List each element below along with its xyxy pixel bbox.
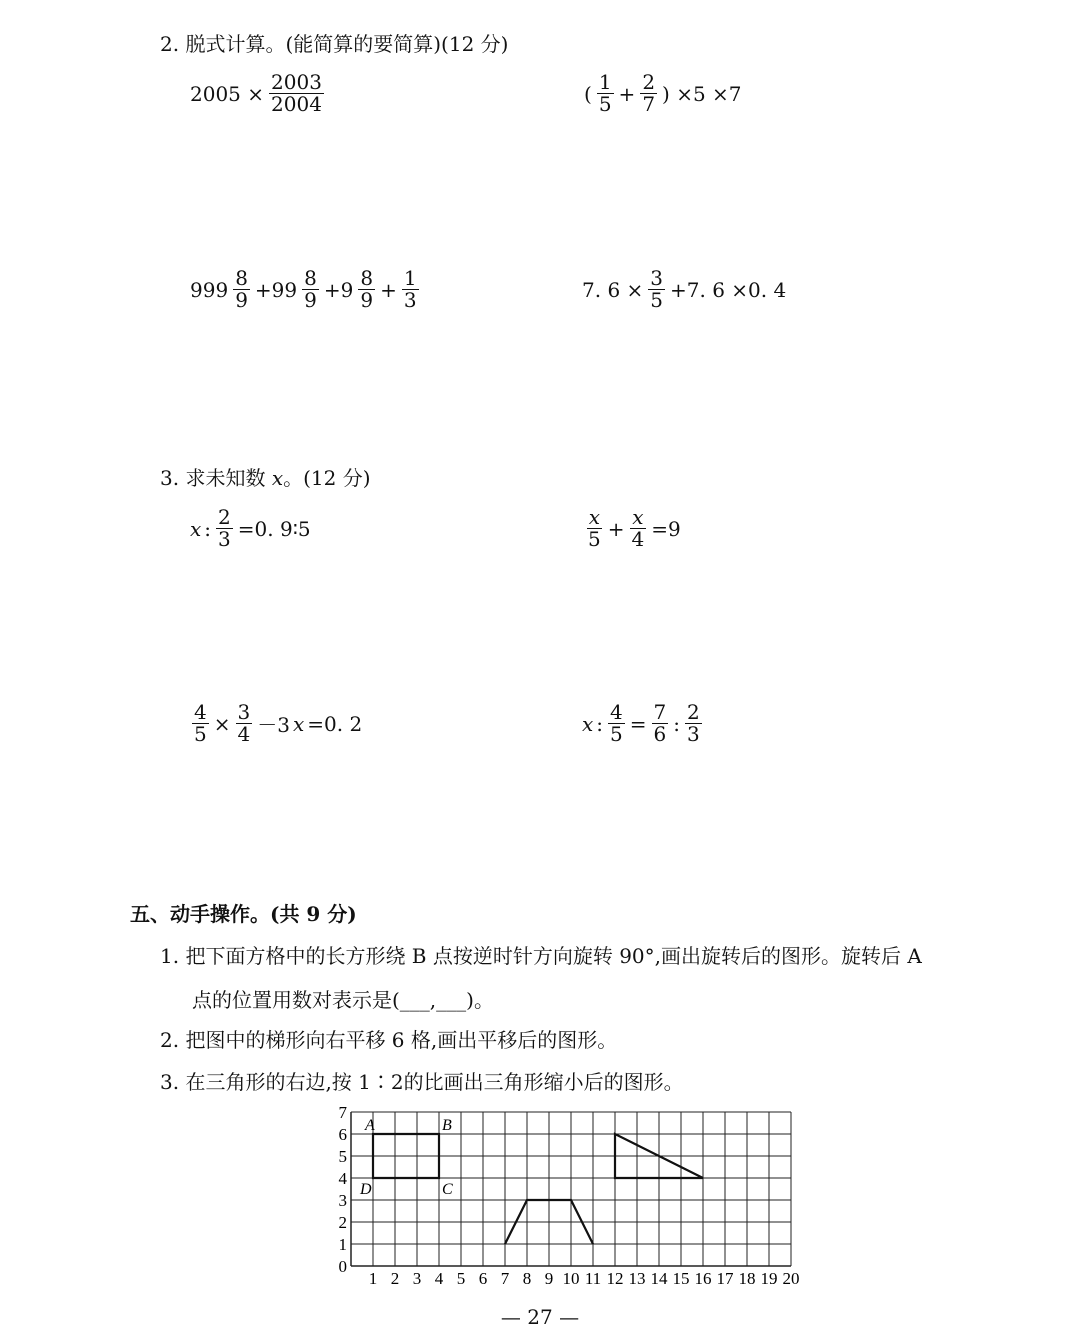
denominator: 7 — [642, 92, 656, 116]
numerator: 3 — [650, 266, 664, 290]
numerator: 2003 — [271, 70, 322, 94]
x-axis-label: 19 — [760, 1269, 778, 1288]
fraction — [358, 268, 375, 311]
q3-expr-3 — [190, 702, 362, 745]
fraction — [685, 702, 702, 745]
x-axis-label: 10 — [562, 1269, 580, 1288]
y-axis-label: 5 — [338, 1147, 347, 1166]
section-5-item-1-line-2: 点的位置用数对表示是(___,___)。 — [192, 988, 494, 1012]
section-5-title: 五、动手操作。(共 9 分) — [130, 902, 357, 926]
x-axis-label: 2 — [390, 1269, 400, 1288]
x-axis-label: 12 — [606, 1269, 624, 1288]
q3-expr-2 — [584, 507, 681, 550]
title-text: 。(12 分) — [283, 466, 371, 490]
y-axis-label: 3 — [338, 1191, 347, 1210]
numerator: 3 — [237, 700, 251, 724]
numerator: x — [632, 505, 644, 529]
q3-expr-4 — [582, 702, 704, 745]
fraction — [269, 72, 324, 115]
numerator: 1 — [403, 266, 417, 290]
denominator: 5 — [610, 722, 623, 746]
expr-text: 7. 6 × — [582, 277, 644, 302]
vertex-label-b: B — [442, 1117, 452, 1134]
x-axis-label: 15 — [672, 1269, 690, 1288]
vertex-label-d: D — [360, 1181, 372, 1198]
denominator: 9 — [235, 288, 248, 312]
x-axis-label: 1 — [368, 1269, 378, 1288]
numerator: 7 — [653, 700, 667, 724]
denominator: 5 — [588, 527, 601, 551]
expr-text: × — [213, 711, 231, 736]
q2-expr-2 — [584, 72, 742, 115]
fraction — [233, 268, 250, 311]
x-axis-label: 18 — [738, 1269, 756, 1288]
x-axis-label: 16 — [694, 1269, 712, 1288]
fraction — [586, 507, 603, 550]
fraction — [597, 72, 614, 115]
x-axis-label: 11 — [584, 1269, 602, 1288]
denominator: 5 — [650, 288, 664, 312]
vertex-label-c: C — [442, 1181, 453, 1198]
x-axis-label: 9 — [544, 1269, 554, 1288]
fraction — [630, 507, 647, 550]
denominator: 5 — [194, 722, 207, 746]
numerator: 2 — [642, 70, 656, 94]
x-axis-label: 8 — [522, 1269, 532, 1288]
x-axis-label: 6 — [478, 1269, 488, 1288]
numerator: 2 — [218, 505, 231, 529]
fraction — [652, 702, 669, 745]
numerator: x — [588, 505, 600, 529]
section-5-item-3: 3. 在三角形的右边,按 1∶2的比画出三角形缩小后的图形。 — [160, 1070, 684, 1094]
expr-text: = — [629, 711, 647, 736]
section-5-item-1-line-1: 1. 把下面方格中的长方形绕 B 点按逆时针方向旋转 90°,画出旋转后的图形。旋转后 A — [160, 944, 922, 968]
fraction — [640, 72, 657, 115]
expr-text: : — [596, 711, 604, 736]
y-axis-label: 1 — [338, 1235, 347, 1254]
expr-text: +7. 6 ×0. 4 — [670, 277, 787, 302]
expr-text: ) ×5 ×7 — [662, 81, 742, 106]
y-axis-label: 2 — [338, 1213, 347, 1232]
fraction — [402, 268, 419, 311]
expr-text: －3 — [257, 713, 290, 737]
numerator: 2 — [687, 700, 700, 724]
denominator: 2004 — [271, 92, 322, 116]
x-axis-label: 13 — [628, 1269, 646, 1288]
q2-expr-1 — [190, 72, 326, 115]
expr-text: : — [673, 711, 681, 736]
x-axis-label: 7 — [500, 1269, 510, 1288]
denominator: 3 — [403, 288, 417, 312]
q3-title — [160, 462, 371, 491]
x-axis-label: 3 — [412, 1269, 422, 1288]
variable-x: x — [292, 711, 305, 736]
y-axis-label: 0 — [338, 1257, 347, 1276]
expr-text: + — [618, 81, 636, 106]
expr-text: 2005 × — [190, 81, 265, 106]
fraction — [608, 702, 625, 745]
coordinate-grid — [320, 1100, 820, 1300]
numerator: 4 — [194, 700, 207, 724]
denominator: 3 — [687, 722, 700, 746]
variable-x: x — [271, 466, 284, 490]
expr-text: =9 — [651, 516, 681, 541]
x-axis-label: 14 — [650, 1269, 668, 1288]
expr-text: + — [607, 516, 625, 541]
expr-text: 999 — [190, 277, 229, 302]
numerator: 8 — [360, 266, 374, 290]
numerator: 8 — [235, 266, 248, 290]
title-text: 3. 求未知数 — [160, 466, 266, 490]
vertex-label-a: A — [365, 1117, 375, 1134]
expr-text: + — [380, 277, 397, 302]
expr-text: ( — [584, 81, 592, 106]
q3-expr-1 — [190, 507, 311, 550]
page-number: — 27 — — [500, 1305, 580, 1329]
x-axis-label: 20 — [782, 1269, 800, 1288]
fraction — [236, 702, 253, 745]
denominator: 3 — [218, 527, 231, 551]
x-axis-label: 17 — [716, 1269, 734, 1288]
y-axis-label: 7 — [338, 1103, 347, 1122]
fraction — [192, 702, 209, 745]
numerator: 1 — [598, 70, 612, 94]
expr-text: +99 — [254, 277, 298, 302]
variable-x: x — [190, 516, 202, 541]
expr-text: =0. 2 — [307, 711, 363, 736]
numerator: 8 — [304, 266, 317, 290]
denominator: 9 — [304, 288, 317, 312]
denominator: 6 — [653, 722, 667, 746]
x-axis-label: 4 — [434, 1269, 444, 1288]
q2-expr-4 — [582, 268, 786, 311]
denominator: 9 — [360, 288, 374, 312]
fraction — [648, 268, 665, 311]
expr-text: : — [204, 516, 212, 541]
variable-x: x — [582, 711, 594, 736]
denominator: 4 — [631, 527, 645, 551]
expr-text: =0. 9∶5 — [237, 516, 311, 541]
denominator: 4 — [237, 722, 251, 746]
expr-text: +9 — [323, 277, 354, 302]
fraction — [216, 507, 233, 550]
denominator: 5 — [598, 92, 612, 116]
y-axis-label: 6 — [338, 1125, 347, 1144]
section-5-item-2: 2. 把图中的梯形向右平移 6 格,画出平移后的图形。 — [160, 1028, 618, 1052]
y-axis-label: 4 — [338, 1169, 347, 1188]
q2-expr-3 — [190, 268, 421, 311]
numerator: 4 — [610, 700, 623, 724]
fraction — [302, 268, 319, 311]
x-axis-label: 5 — [456, 1269, 466, 1288]
q2-title: 2. 脱式计算。(能简算的要简算)(12 分) — [160, 32, 509, 56]
